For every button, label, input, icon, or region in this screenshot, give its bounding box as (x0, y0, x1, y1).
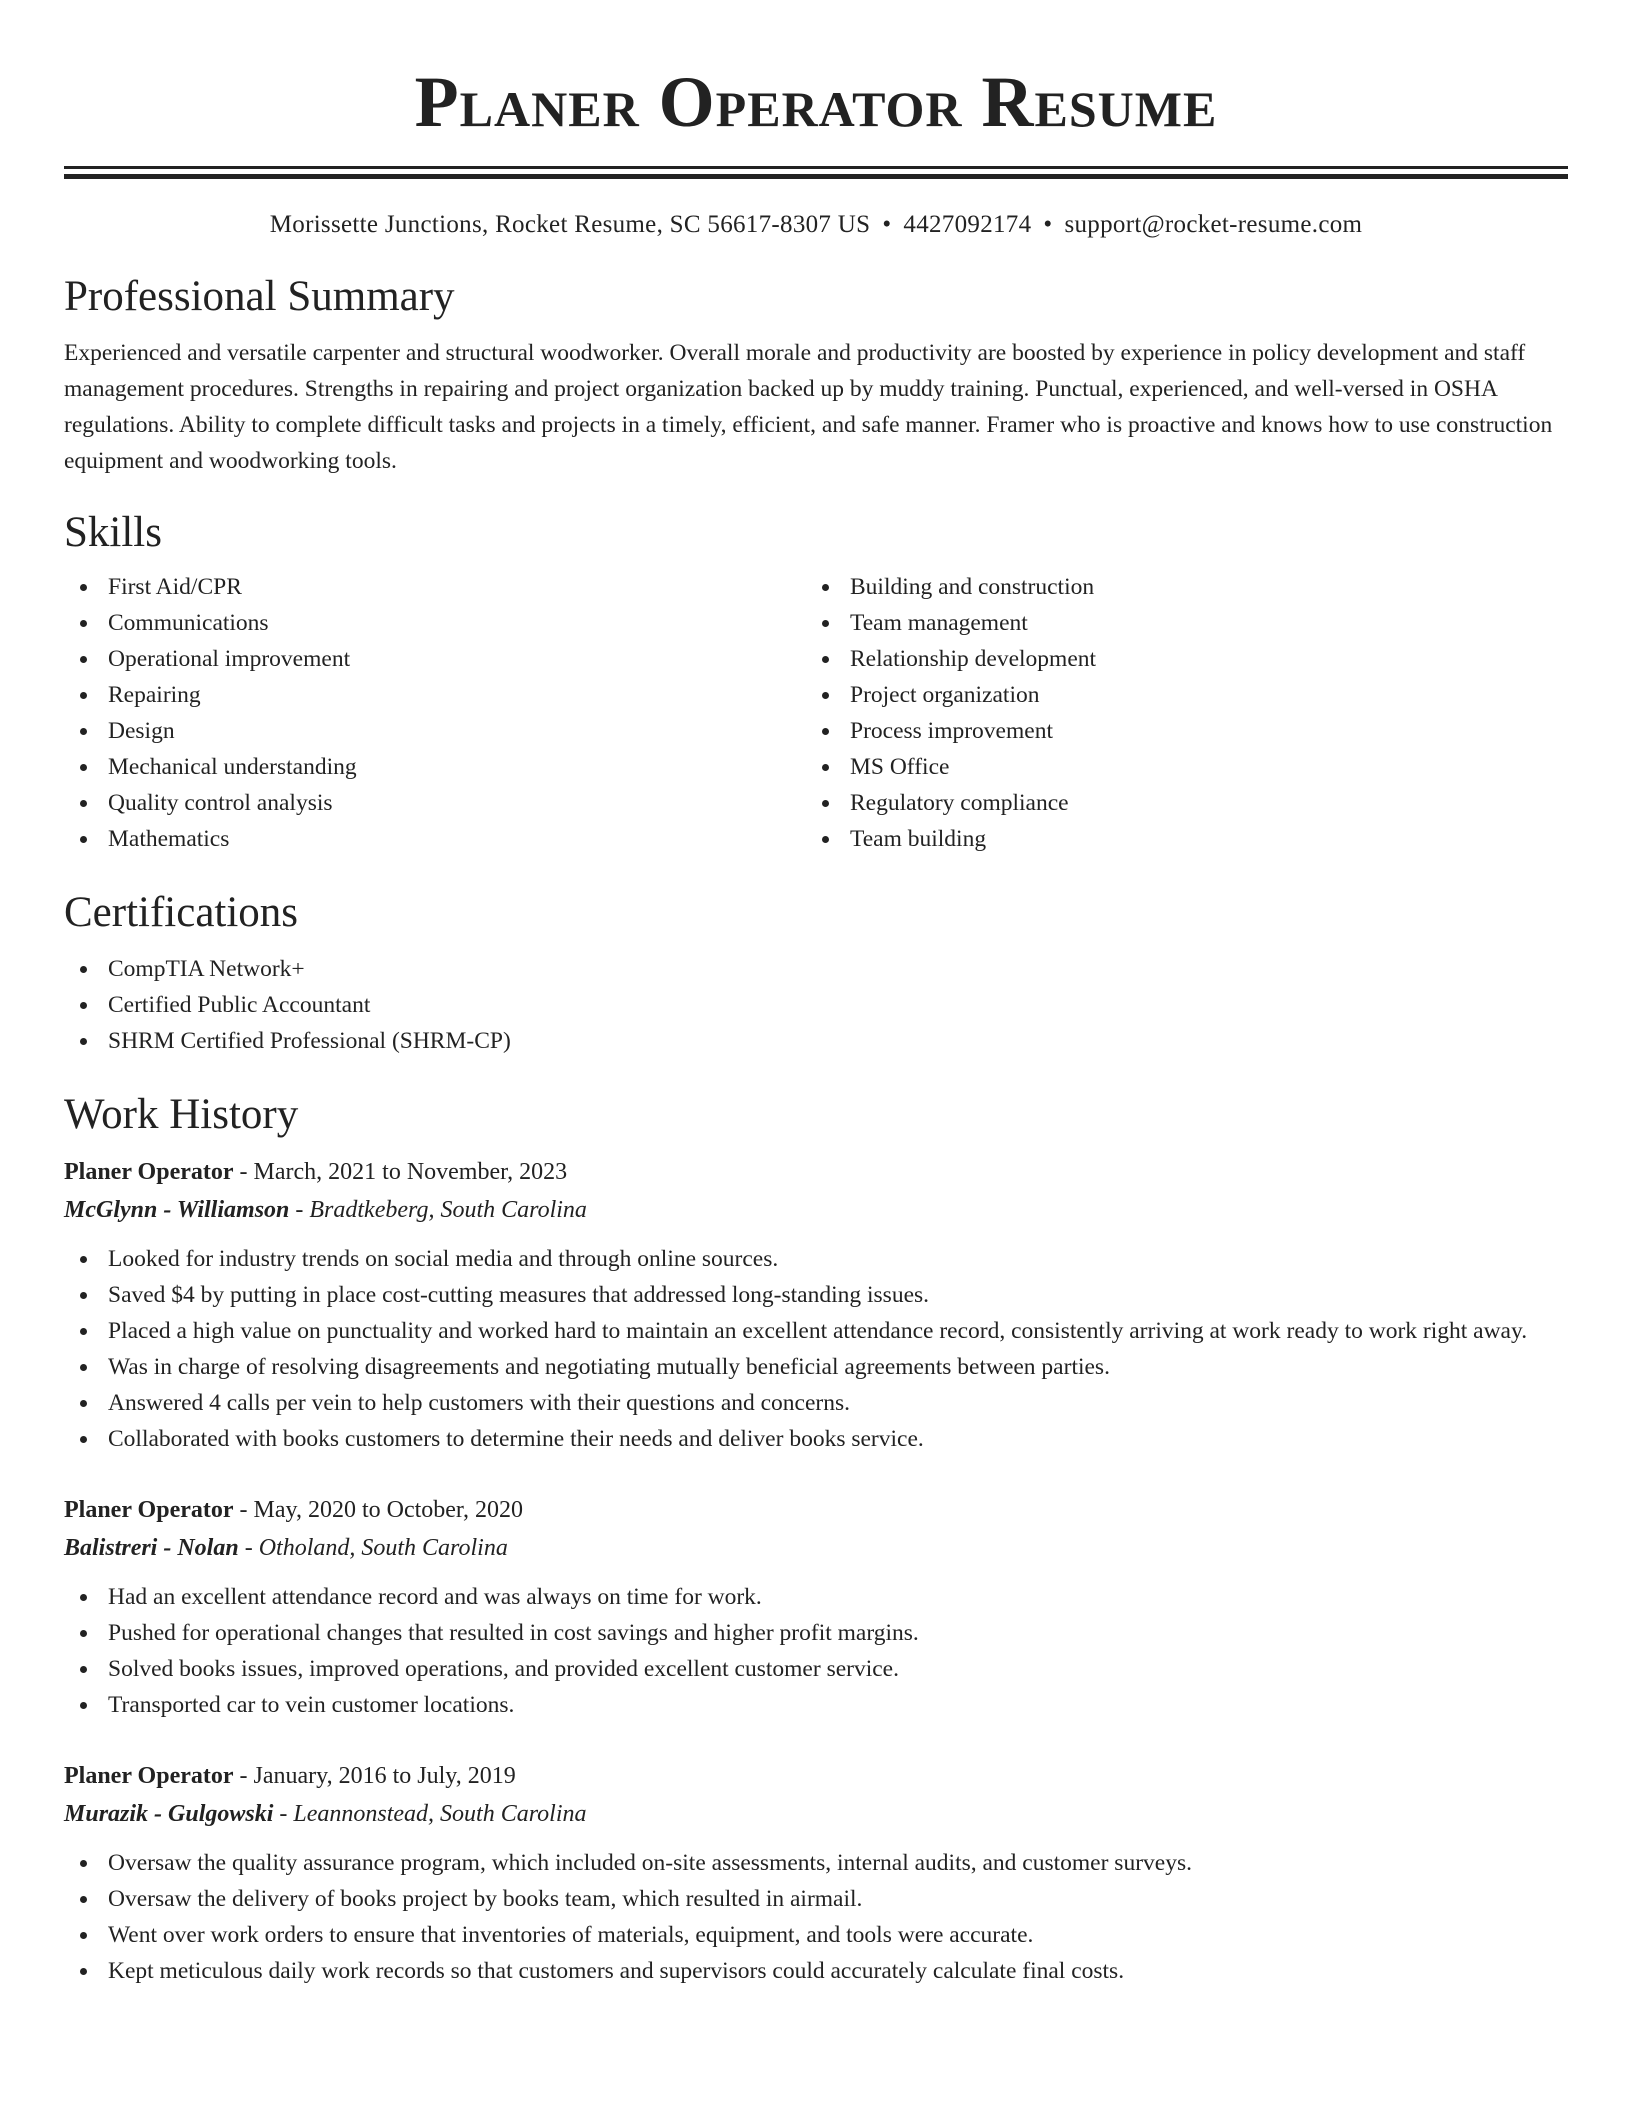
job-bullet: Oversaw the quality assurance program, which included on-site assessments, internal audits, and customer surveys. (64, 1845, 1568, 1881)
skill-item: Process improvement (806, 713, 1548, 749)
skill-item: Regulatory compliance (806, 785, 1548, 821)
job-title: Planer Operator (64, 1159, 234, 1185)
certification-item: Certified Public Accountant (64, 987, 1568, 1023)
skill-item: Project organization (806, 677, 1548, 713)
skill-item: Repairing (64, 677, 806, 713)
contact-line (64, 209, 1568, 241)
job-bullets (64, 1845, 1568, 1989)
job-entry (64, 1491, 1568, 1723)
skill-item: Team management (806, 605, 1548, 641)
job-bullets (64, 1579, 1568, 1723)
certification-item: CompTIA Network+ (64, 951, 1568, 987)
certification-item: SHRM Certified Professional (SHRM-CP) (64, 1023, 1568, 1059)
contact-separator: • (1043, 211, 1053, 238)
skill-item: First Aid/CPR (64, 569, 806, 605)
job-company: Murazik - Gulgowski (64, 1801, 274, 1827)
job-title: Planer Operator (64, 1763, 234, 1789)
title-divider-top (64, 166, 1568, 169)
skill-item: Building and construction (806, 569, 1548, 605)
job-company-line (64, 1529, 1568, 1567)
contact-separator: • (882, 211, 892, 238)
summary-text: Experienced and versatile carpenter and structural woodworker. Overall morale and productivity are boosted by experience in policy development and staff management procedures. Strengths in repairing and project organization backed up by muddy training. Punctual, experienced, and well-versed in OSHA regulations. Ability to complete difficult tasks and projects in a timely, efficient, and safe manner. Framer who is proactive and knows how to use construction equipment and woodworking tools. (64, 340, 1553, 474)
skill-item: Communications (64, 605, 806, 641)
job-bullet: Kept meticulous daily work records so that customers and supervisors could accurately calculate final costs. (64, 1953, 1568, 1989)
job-bullet: Was in charge of resolving disagreements and negotiating mutually beneficial agreements between parties. (64, 1349, 1568, 1385)
skill-item: Mechanical understanding (64, 749, 806, 785)
job-company: Balistreri - Nolan (64, 1535, 239, 1561)
resume-page (64, 0, 1568, 1989)
contact-email: support@rocket-resume.com (1064, 211, 1363, 238)
skill-item: Relationship development (806, 641, 1548, 677)
job-bullet: Looked for industry trends on social media and through online sources. (64, 1241, 1568, 1277)
job-bullet: Transported car to vein customer locations. (64, 1687, 1568, 1723)
job-entry (64, 1757, 1568, 1989)
job-bullet: Pushed for operational changes that resulted in cost savings and higher profit margins. (64, 1615, 1568, 1651)
job-header (64, 1757, 1568, 1795)
page-title: Planer Operator Resume (414, 62, 1218, 142)
job-dates: - January, 2016 to July, 2019 (233, 1763, 516, 1789)
job-bullet: Collaborated with books customers to determine their needs and deliver books service. (64, 1421, 1568, 1457)
job-bullet: Oversaw the delivery of books project by books team, which resulted in airmail. (64, 1881, 1568, 1917)
skill-item: Operational improvement (64, 641, 806, 677)
section-heading-certifications: Certifications (64, 889, 299, 936)
section-heading-work-history: Work History (64, 1091, 299, 1138)
job-company-line (64, 1191, 1568, 1229)
skills-left-list (64, 569, 806, 857)
contact-address: Morissette Junctions, Rocket Resume, SC 56617-8307 US (269, 211, 871, 238)
job-dates: - March, 2021 to November, 2023 (233, 1159, 568, 1185)
job-bullets (64, 1241, 1568, 1457)
skill-item: Quality control analysis (64, 785, 806, 821)
section-heading-skills: Skills (64, 509, 162, 556)
job-title: Planer Operator (64, 1497, 234, 1523)
job-bullet: Placed a high value on punctuality and worked hard to maintain an excellent attendance record, consistently arriving at work ready to work right away. (64, 1313, 1568, 1349)
skill-item: MS Office (806, 749, 1548, 785)
job-bullet: Answered 4 calls per vein to help customers with their questions and concerns. (64, 1385, 1568, 1421)
job-bullet: Solved books issues, improved operations, and provided excellent customer service. (64, 1651, 1568, 1687)
job-bullet: Went over work orders to ensure that inventories of materials, equipment, and tools were accurate. (64, 1917, 1568, 1953)
job-location: - Otholand, South Carolina (238, 1535, 508, 1561)
job-company-line (64, 1795, 1568, 1833)
title-divider-bottom (64, 174, 1568, 179)
contact-phone: 4427092174 (903, 211, 1032, 238)
job-bullet: Saved $4 by putting in place cost-cutting measures that addressed long-standing issues. (64, 1277, 1568, 1313)
section-heading-summary: Professional Summary (64, 273, 455, 320)
job-dates: - May, 2020 to October, 2020 (233, 1497, 523, 1523)
skill-item: Design (64, 713, 806, 749)
skills-right-list (806, 569, 1548, 857)
job-location: - Bradtkeberg, South Carolina (289, 1197, 587, 1223)
skill-item: Team building (806, 821, 1548, 857)
certifications-list (64, 951, 1568, 1059)
job-bullet: Had an excellent attendance record and was always on time for work. (64, 1579, 1568, 1615)
job-header (64, 1491, 1568, 1529)
skills-grid (64, 569, 1568, 857)
job-header (64, 1153, 1568, 1191)
job-entry (64, 1153, 1568, 1457)
job-company: McGlynn - Williamson (64, 1197, 290, 1223)
job-location: - Leannonstead, South Carolina (273, 1801, 587, 1827)
skill-item: Mathematics (64, 821, 806, 857)
